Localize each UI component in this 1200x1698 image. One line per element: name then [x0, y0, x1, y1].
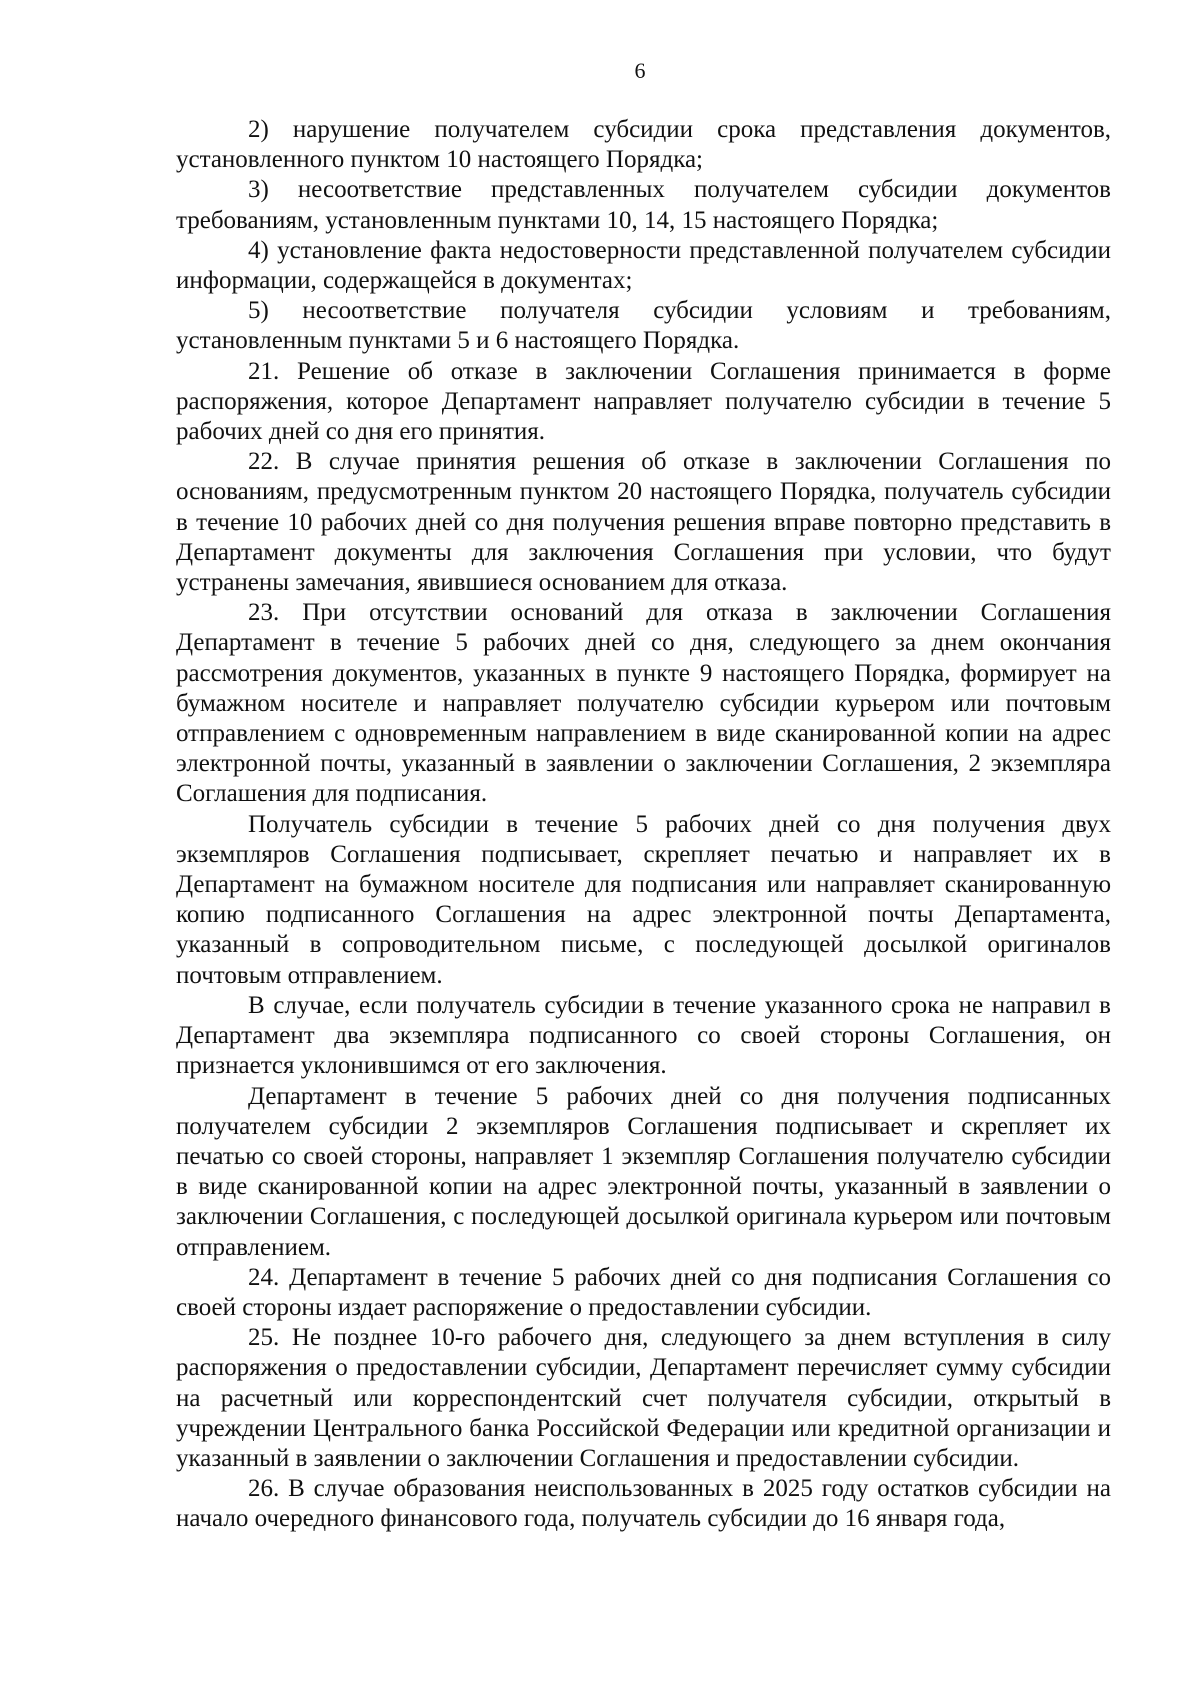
paragraph-recipient-signing: Получатель субсидии в течение 5 рабочих дней со дня получения двух экземпляров Соглашения подписывает, скрепляет печатью и направляет их в Департамент на бумажном носителе для подписания или направляет сканированную копию подписанного Соглашения на адрес электронной почты Департамента, указанный в сопроводительном письме, с последующей досылкой оригиналов почтовым отправлением.	[176, 810, 1111, 989]
paragraph-clause-21: 21. Решение об отказе в заключении Соглашения принимается в форме распоряжения, которое Департамент направляет получателю субсидии в течение 5 рабочих дней со дня его принятия.	[176, 357, 1111, 446]
paragraph-clause-23: 23. При отсутствии оснований для отказа в заключении Соглашения Департамент в течение 5 рабочих дней со дня, следующего за днем окончания рассмотрения документов, указанных в пункте 9 настоящего Порядка, формирует на бумажном носителе и направляет получателю субсидии курьером или почтовым отправлением с одновременным направлением в виде сканированной копии на адрес электронной почты, указанный в заявлении о заключении Соглашения, 2 экземпляра Соглашения для подписания.	[176, 599, 1111, 808]
paragraph-clause-25: 25. Не позднее 10-го рабочего дня, следующего за днем вступления в силу распоряжения о предоставлении субсидии, Департамент перечисляет сумму субсидии на расчетный или корреспондентский счет получателя субсидии, открытый в учреждении Центрального банка Российской Федерации или кредитной организации и указанный в заявлении о заключении Соглашения и предоставлении субсидии.	[176, 1324, 1111, 1472]
paragraph-item-3: 3) несоответствие представленных получателем субсидии документов требованиям, установленным пунктами 10, 14, 15 настоящего Порядка;	[176, 176, 1111, 234]
paragraph-item-5: 5) несоответствие получателя субсидии условиям и требованиям, установленным пунктами 5 и 6 настоящего Порядка.	[176, 297, 1111, 355]
paragraph-item-4: 4) установление факта недостоверности представленной получателем субсидии информации, содержащейся в документах;	[176, 236, 1111, 295]
paragraph-clause-22: 22. В случае принятия решения об отказе в заключении Соглашения по основаниям, предусмотренным пунктом 20 настоящего Порядка, получатель субсидии в течение 10 рабочих дней со дня получения решения вправе повторно представить в Департамент документы для заключения Соглашения при условии, что будут устранены замечания, явившиеся основанием для отказа.	[176, 448, 1111, 597]
paragraph-recipient-evasion: В случае, если получатель субсидии в течение указанного срока не направил в Департамент два экземпляра подписанного со своей стороны Соглашения, он признается уклонившимся от его заключения.	[176, 991, 1111, 1080]
paragraph-clause-26: 26. В случае образования неиспользованных в 2025 году остатков субсидии на начало очередного финансового года, получатель субсидии до 16 января года,	[176, 1475, 1111, 1533]
page-number: 6	[634, 58, 646, 83]
paragraph-department-signing: Департамент в течение 5 рабочих дней со дня получения подписанных получателем субсидии 2 экземпляров Соглашения подписывает и скрепляет их печатью со своей стороны, направляет 1 экземпляр Соглашения получателю субсидии в виде сканированной копии на адрес электронной почты, указанный в заявлении о заключении Соглашения, с последующей досылкой оригинала курьером или почтовым отправлением.	[176, 1082, 1111, 1261]
paragraph-clause-24: 24. Департамент в течение 5 рабочих дней со дня подписания Соглашения со своей стороны издает распоряжение о предоставлении субсидии.	[176, 1263, 1111, 1321]
paragraph-item-2: 2) нарушение получателем субсидии срока представления документов, установленного пунктом 10 настоящего Порядка;	[176, 116, 1111, 174]
document-body	[176, 115, 1111, 1535]
